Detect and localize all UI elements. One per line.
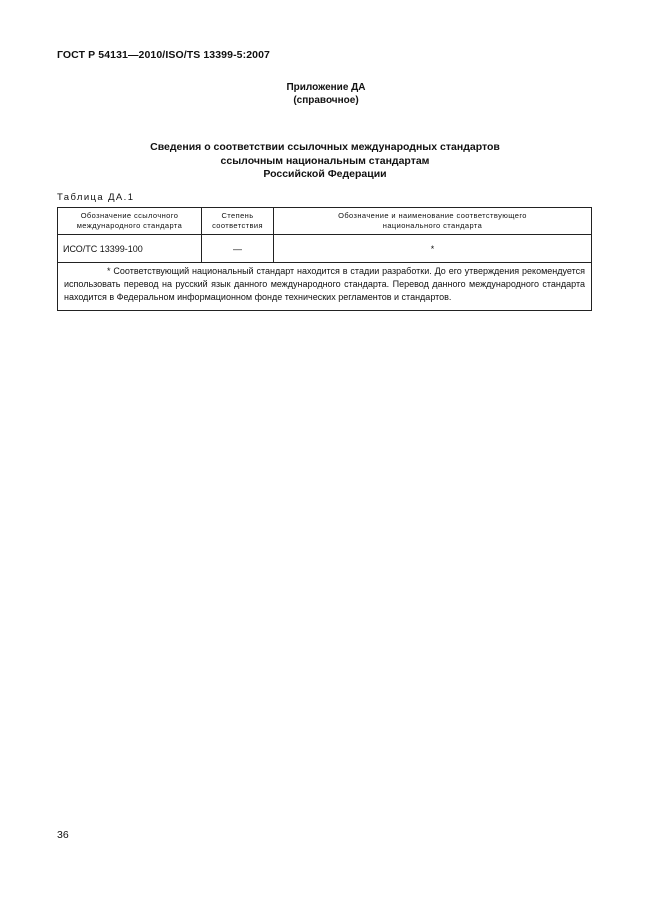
table-row [58, 235, 592, 263]
page-number: 36 [57, 829, 69, 841]
cell-national-standard: * [274, 235, 592, 263]
header-col2-line2: соответствия [212, 221, 263, 230]
header-col1-line1: Обозначение ссылочного [80, 210, 179, 220]
header-col3-line2: национального стандарта [382, 221, 483, 230]
table-footnote: * Соответствующий национальный стандарт находится в стадии разработки. До его утверждения рекомендуется использовать перевод на русский язык данного международного стандарта. Перевод данного международного стандарта находится в Федеральном информационном фонде технических регламентов и стандартов. [64, 266, 585, 302]
section-title [0, 141, 646, 182]
section-title-line-1: Сведения о соответствии ссылочных международных стандартов [150, 141, 500, 153]
appendix-heading [0, 81, 646, 107]
cell-international-standard: ИСО/ТС 13399-100 [58, 235, 202, 263]
section-title-line-2: ссылочным национальным стандартам [220, 154, 430, 167]
appendix-subtitle: (справочное) [293, 95, 359, 106]
header-national-standard [274, 208, 592, 235]
document-code: ГОСТ Р 54131—2010/ISO/TS 13399-5:2007 [57, 49, 270, 61]
appendix-title: Приложение ДА [286, 82, 366, 93]
cell-conformity-degree: — [202, 235, 274, 263]
header-conformity-degree [202, 208, 274, 235]
header-col3-line1: Обозначение и наименование соответствующего [338, 210, 527, 220]
table-header-row [58, 208, 592, 235]
header-international-standard [58, 208, 202, 235]
table-caption: Таблица ДА.1 [57, 192, 135, 203]
section-title-line-3: Российской Федерации [263, 168, 387, 180]
header-col2-line1: Степень [221, 210, 254, 220]
header-col1-line2: международного стандарта [76, 221, 183, 230]
table-footnote-cell [58, 263, 592, 311]
table-footnote-row [58, 263, 592, 311]
standards-correspondence-table [57, 207, 592, 311]
